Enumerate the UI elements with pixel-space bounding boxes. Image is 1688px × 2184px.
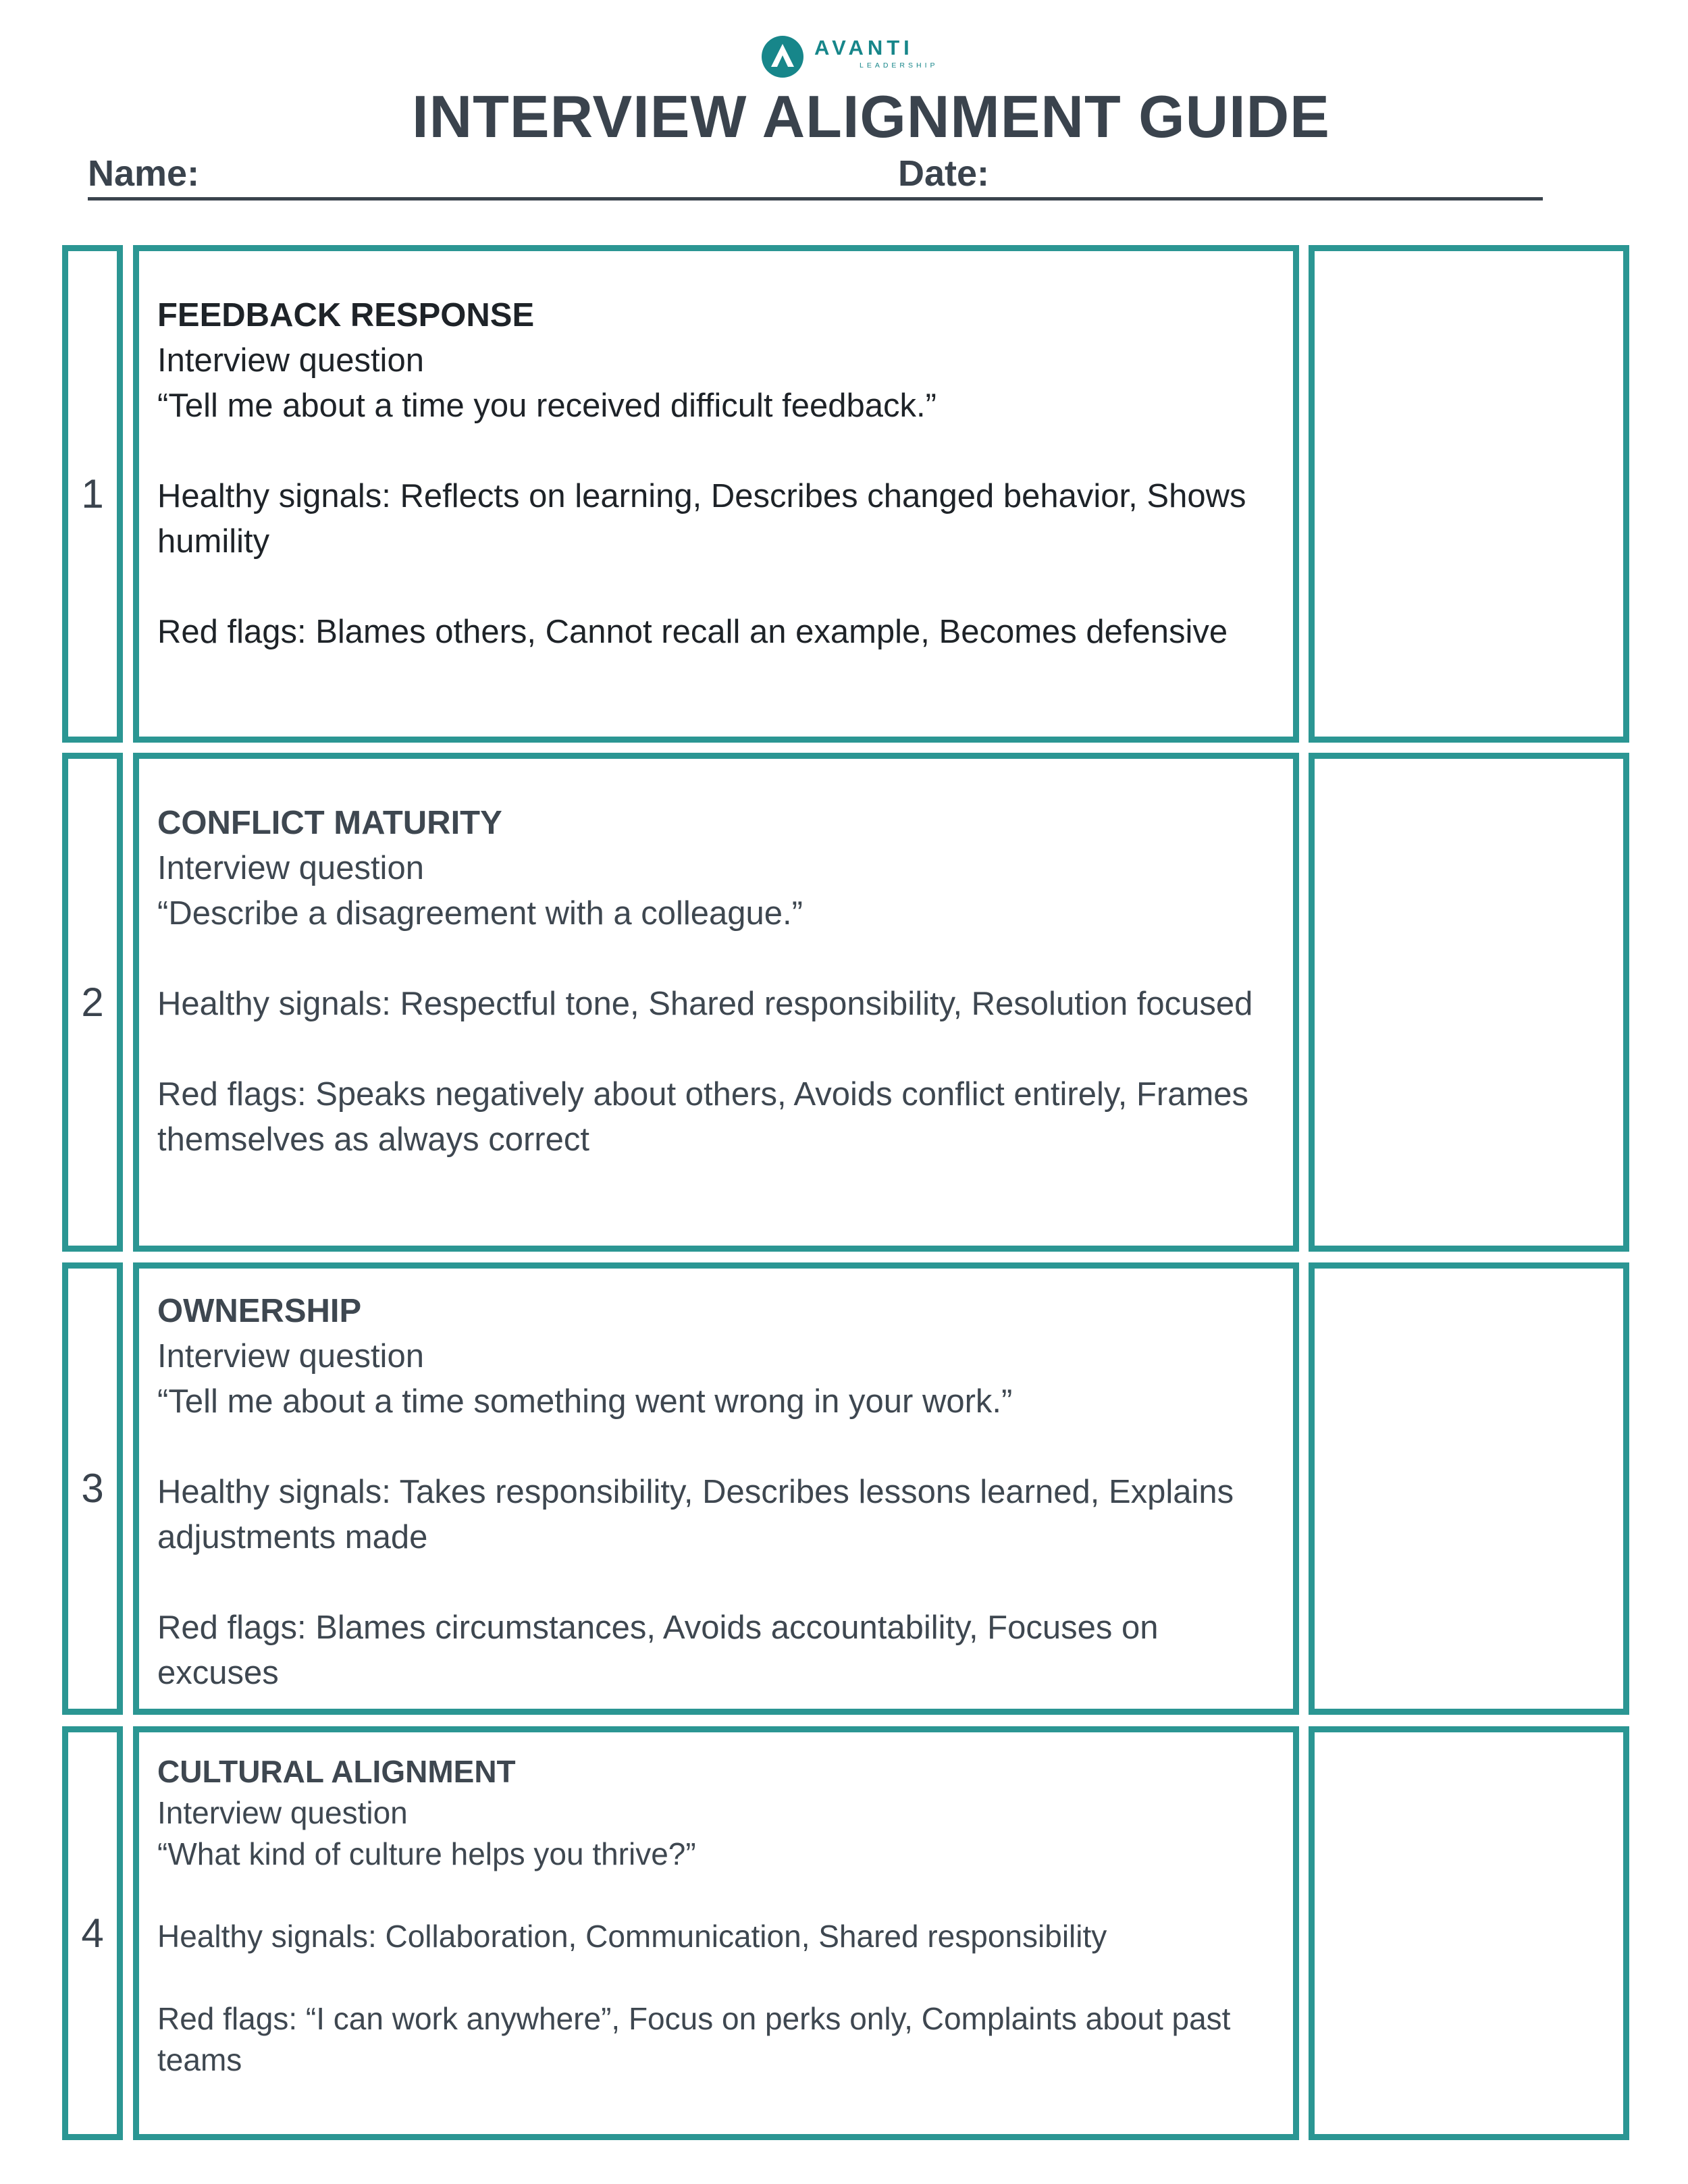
healthy-signals: Healthy signals: Collaboration, Communication, Shared responsibility bbox=[157, 1919, 1107, 1954]
section-number: 3 bbox=[81, 1466, 104, 1511]
healthy-signals: Healthy signals: Takes responsibility, Describes lessons learned, Explains adjustments made bbox=[157, 1474, 1234, 1555]
healthy-signals: Healthy signals: Reflects on learning, Describes changed behavior, Shows humility bbox=[157, 478, 1246, 560]
section-2-notes-box[interactable] bbox=[1309, 753, 1629, 1252]
avanti-logo bbox=[762, 34, 937, 78]
page-title: INTERVIEW ALIGNMENT GUIDE bbox=[412, 83, 1330, 150]
question-label: Interview question bbox=[157, 1338, 424, 1375]
section-4-notes-box[interactable] bbox=[1309, 1726, 1629, 2140]
section-1-content-box bbox=[133, 245, 1299, 743]
section-heading: CULTURAL ALIGNMENT bbox=[157, 1754, 516, 1789]
section-4-content-box bbox=[133, 1726, 1299, 2140]
section-2-number-box bbox=[62, 753, 123, 1252]
section-number: 1 bbox=[81, 471, 104, 516]
red-flags: Red flags: “I can work anywhere”, Focus on perks only, Complaints about past teams bbox=[157, 2001, 1231, 2077]
logo-wordmark: AVANTI bbox=[814, 36, 914, 59]
section-3-notes-box[interactable] bbox=[1309, 1262, 1629, 1715]
interview-question: “Tell me about a time you received difficult feedback.” bbox=[157, 388, 937, 424]
section-1-notes-box[interactable] bbox=[1309, 245, 1629, 743]
section-4-number-box bbox=[62, 1726, 123, 2140]
name-label: Name: bbox=[88, 153, 200, 194]
red-flags: Red flags: Speaks negatively about others, Avoids conflict entirely, Frames themselves as always correct bbox=[157, 1076, 1249, 1158]
question-label: Interview question bbox=[157, 850, 424, 886]
section-3-content-box bbox=[133, 1262, 1299, 1715]
section-2-content-box bbox=[133, 753, 1299, 1252]
section-3-number-box bbox=[62, 1262, 123, 1715]
section-heading: FEEDBACK RESPONSE bbox=[157, 297, 535, 334]
avanti-logo-mark-icon bbox=[762, 36, 803, 78]
section-number: 2 bbox=[81, 979, 104, 1025]
question-label: Interview question bbox=[157, 342, 424, 379]
interview-question: “What kind of culture helps you thrive?” bbox=[157, 1836, 696, 1871]
interview-question: “Describe a disagreement with a colleague.” bbox=[157, 895, 803, 932]
section-heading: OWNERSHIP bbox=[157, 1293, 362, 1329]
section-1-number-box bbox=[62, 245, 123, 743]
red-flags: Red flags: Blames others, Cannot recall an example, Becomes defensive bbox=[157, 614, 1228, 650]
name-date-line[interactable] bbox=[88, 197, 1543, 201]
red-flags: Red flags: Blames circumstances, Avoids accountability, Focuses on excuses bbox=[157, 1609, 1159, 1691]
date-label: Date: bbox=[898, 153, 990, 194]
section-heading: CONFLICT MATURITY bbox=[157, 805, 502, 841]
question-label: Interview question bbox=[157, 1795, 408, 1830]
healthy-signals: Healthy signals: Respectful tone, Shared responsibility, Resolution focused bbox=[157, 986, 1253, 1022]
section-number: 4 bbox=[81, 1910, 104, 1956]
logo-subtitle: LEADERSHIP bbox=[860, 61, 939, 70]
interview-question: “Tell me about a time something went wrong in your work.” bbox=[157, 1383, 1013, 1420]
